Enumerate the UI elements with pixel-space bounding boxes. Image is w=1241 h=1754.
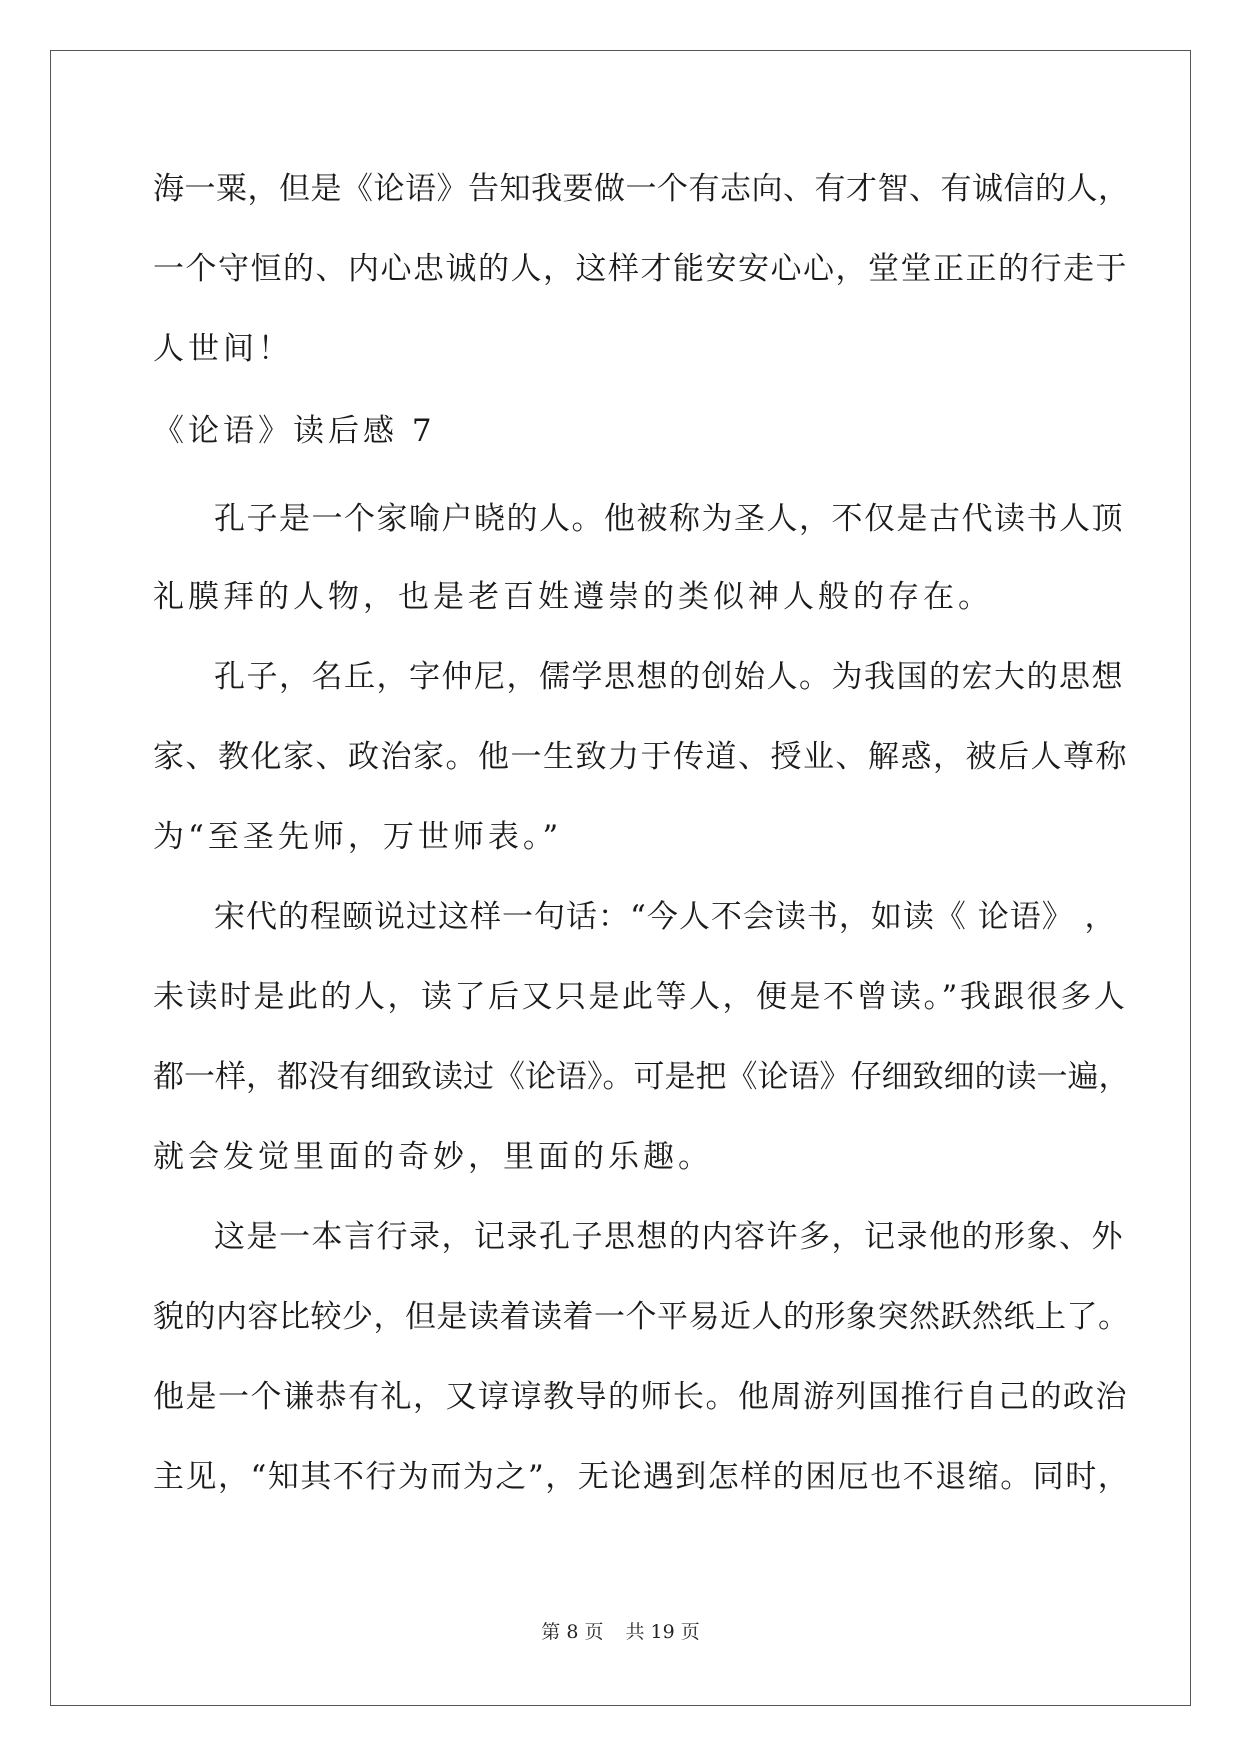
text-line: 一个守恒的、内心忠诚的人，这样才能安安心心，堂堂正正的行走于 [153, 251, 1128, 287]
text-line: 就会发觉里面的奇妙，里面的乐趣。 [153, 1139, 713, 1175]
section-heading: 《论语》读后感 7 [153, 413, 436, 449]
text-line: 人世间！ [153, 331, 293, 367]
text-line: 这是一本言行录，记录孔子思想的内容许多，记录他的形象、外 [214, 1219, 1124, 1255]
page-total: 共 19 页 [625, 1621, 700, 1643]
text-line: 海一粟，但是《论语》告知我要做一个有志向、有才智、有诚信的人， [153, 171, 1130, 207]
text-line: 家、教化家、政治家。他一生致力于传道、授业、解惑，被后人尊称 [153, 739, 1128, 775]
text-line: 孔子，名丘，字仲尼，儒学思想的创始人。为我国的宏大的思想 [214, 659, 1124, 695]
page-footer [0, 1620, 1241, 1644]
text-line: 都一样，都没有细致读过《论语》。可是把《论语》仔细致细的读一遍， [153, 1059, 1130, 1095]
text-line: 宋代的程颐说过这样一句话：“今人不会读书，如读《 论语》 ， [214, 899, 1117, 935]
text-line: 他是一个谦恭有礼，又谆谆教导的师长。他周游列国推行自己的政治 [153, 1379, 1128, 1415]
text-line: 未读时是此的人，读了后又只是此等人，便是不曾读。”我跟很多人 [153, 979, 1128, 1015]
text-line: 礼膜拜的人物，也是老百姓遵崇的类似神人般的存在。 [153, 579, 993, 615]
text-line: 为“至圣先师，万世师表。” [153, 819, 563, 855]
text-line: 主见，“知其不行为而为之”，无论遇到怎样的困厄也不退缩。同时， [153, 1459, 1131, 1495]
page-border [50, 50, 1191, 1706]
text-line: 貌的内容比较少，但是读着读着一个平易近人的形象突然跃然纸上了。 [153, 1299, 1130, 1335]
text-line: 孔子是一个家喻户晓的人。他被称为圣人，不仅是古代读书人顶 [214, 501, 1124, 537]
page-number: 第 8 页 [541, 1621, 604, 1643]
